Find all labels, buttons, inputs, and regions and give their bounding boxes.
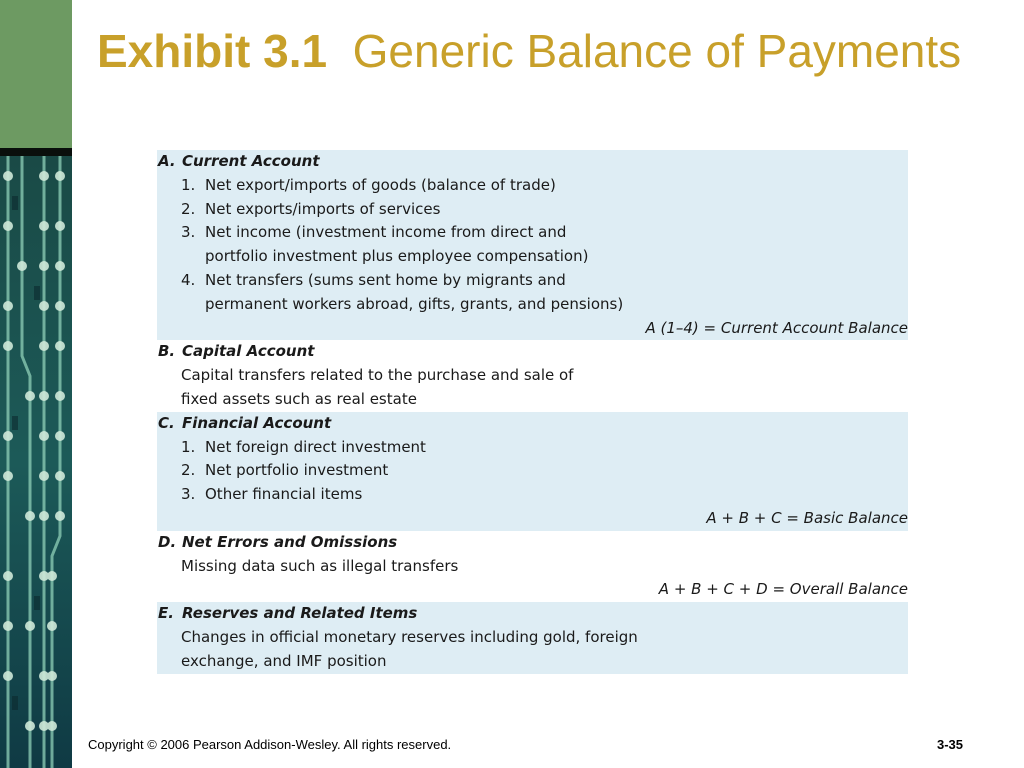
item-text-continued: portfolio investment plus employee compensation) xyxy=(205,247,589,266)
list-item xyxy=(157,269,908,293)
section-title: Capital Account xyxy=(182,342,315,361)
section-current-account xyxy=(157,150,908,340)
item-text: Other financial items xyxy=(205,485,363,504)
section-title: Net Errors and Omissions xyxy=(182,532,398,551)
item-number: 3. xyxy=(181,223,196,242)
section-text: Capital transfers related to the purchase and sale of xyxy=(181,366,574,385)
item-number: 1. xyxy=(181,175,196,194)
item-text: Net exports/imports of services xyxy=(205,199,441,218)
section-heading xyxy=(157,412,908,436)
section-net-errors xyxy=(157,531,908,602)
section-text: fixed assets such as real estate xyxy=(181,389,417,408)
sidebar-divider xyxy=(0,148,72,156)
item-number: 2. xyxy=(181,199,196,218)
section-title: Current Account xyxy=(182,152,320,170)
item-text: Net portfolio investment xyxy=(205,461,389,480)
item-text-continued: permanent workers abroad, gifts, grants, and pensions) xyxy=(205,294,624,313)
item-text: Net foreign direct investment xyxy=(205,437,426,456)
title-exhibit-number: Exhibit 3.1 xyxy=(97,25,328,77)
section-letter: A. xyxy=(158,152,176,170)
item-text: Net transfers (sums sent home by migrants and xyxy=(205,270,566,289)
balance-line: A + B + C + D = Overall Balance xyxy=(658,580,908,599)
list-item xyxy=(157,221,908,245)
page-number: 3-35 xyxy=(936,737,963,752)
item-number: 2. xyxy=(181,461,196,480)
section-capital-account xyxy=(157,340,908,411)
title-text: Generic Balance of Payments xyxy=(352,25,962,77)
item-text: Net income (investment income from direct and xyxy=(205,223,567,242)
section-text: Missing data such as illegal transfers xyxy=(181,556,459,575)
list-item xyxy=(157,174,908,198)
copyright-text: Copyright © 2006 Pearson Addison-Wesley. All rights reserved. xyxy=(88,737,452,752)
section-text: Changes in official monetary reserves including gold, foreign xyxy=(181,627,638,646)
slide-footer xyxy=(88,737,963,752)
section-heading xyxy=(157,602,908,626)
list-item xyxy=(157,459,908,483)
section-letter: B. xyxy=(158,342,176,361)
list-item xyxy=(157,436,908,460)
section-letter: C. xyxy=(158,413,175,432)
section-letter: D. xyxy=(158,532,177,551)
section-reserves xyxy=(157,602,908,673)
section-heading xyxy=(157,150,908,174)
list-item xyxy=(157,198,908,222)
section-title: Reserves and Related Items xyxy=(182,604,418,623)
sidebar-green-block xyxy=(0,0,72,148)
section-letter: E. xyxy=(158,604,174,623)
item-text: Net export/imports of goods (balance of trade) xyxy=(205,175,556,194)
section-heading xyxy=(157,340,908,364)
section-title: Financial Account xyxy=(182,413,332,432)
list-item xyxy=(157,483,908,507)
circuit-board-image xyxy=(0,156,72,768)
exhibit-table xyxy=(157,150,908,674)
item-number: 4. xyxy=(181,270,196,289)
item-number: 3. xyxy=(181,485,196,504)
section-text: exchange, and IMF position xyxy=(181,651,387,670)
section-heading xyxy=(157,531,908,555)
balance-line: A (1–4) = Current Account Balance xyxy=(645,318,908,337)
balance-line: A + B + C = Basic Balance xyxy=(706,508,908,527)
section-financial-account xyxy=(157,412,908,531)
item-number: 1. xyxy=(181,437,196,456)
slide-title xyxy=(97,24,977,78)
